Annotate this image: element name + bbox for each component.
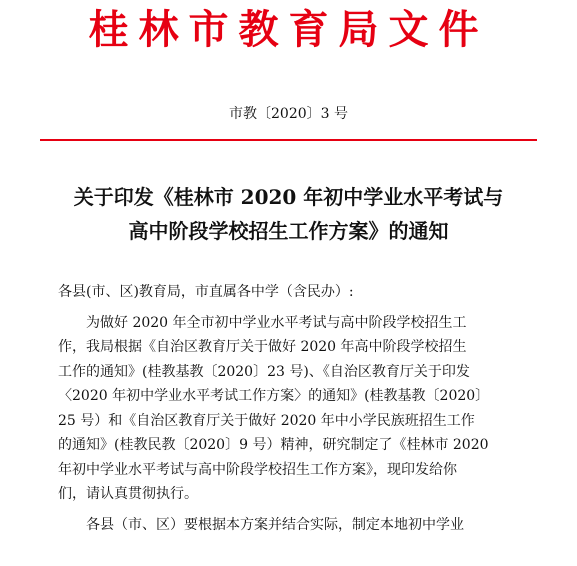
document-number: 市教〔2020〕3 号 bbox=[229, 106, 348, 122]
paragraph-1-line: 年初中学业水平考试与高中阶段学校招生工作方案》，现印发给你 bbox=[58, 461, 457, 478]
title-line-1: 关于印发《桂林市 2020 年初中学业水平考试与 bbox=[73, 185, 504, 209]
document-body bbox=[58, 280, 528, 537]
paragraph-1 bbox=[58, 311, 528, 507]
paragraph-1-line: 为做好 2020 年全市初中学业水平考试与高中阶段学校招生工 bbox=[86, 314, 467, 331]
paragraph-1-line: 的通知》(桂教民教〔2020〕9 号）精神，研究制定了《桂林市 2020 bbox=[58, 437, 489, 453]
paragraph-2 bbox=[58, 513, 528, 538]
paragraph-1-line: 作，我局根据《自治区教育厅关于做好 2020 年高中阶段学校招生 bbox=[58, 339, 467, 355]
title-line-2: 高中阶段学校招生工作方案》的通知 bbox=[128, 219, 449, 243]
paragraph-1-line: 25 号）和《自治区教育厅关于做好 2020 年中小学民族班招生工作 bbox=[58, 412, 475, 429]
paragraph-2-line: 各县（市、区）要根据本方案并结合实际，制定本地初中学业 bbox=[86, 516, 464, 533]
paragraph-1-line: 们，请认真贯彻执行。 bbox=[58, 486, 198, 502]
salutation bbox=[58, 280, 528, 305]
document-masthead: 桂林市教育局文件 bbox=[88, 7, 489, 53]
salutation-line: 各县(市、区)教育局，市直属各中学（含民办）: bbox=[58, 284, 354, 300]
document-title bbox=[40, 180, 537, 248]
paragraph-1-line: 〈2020 年初中学业水平考试工作方案〉的通知》(桂教基教〔2020〕 bbox=[58, 388, 490, 404]
paragraph-1-line: 工作的通知》(桂教基教〔2020〕23 号)、《自治区教育厅关于印发 bbox=[58, 363, 470, 380]
red-divider-rule bbox=[40, 139, 537, 141]
